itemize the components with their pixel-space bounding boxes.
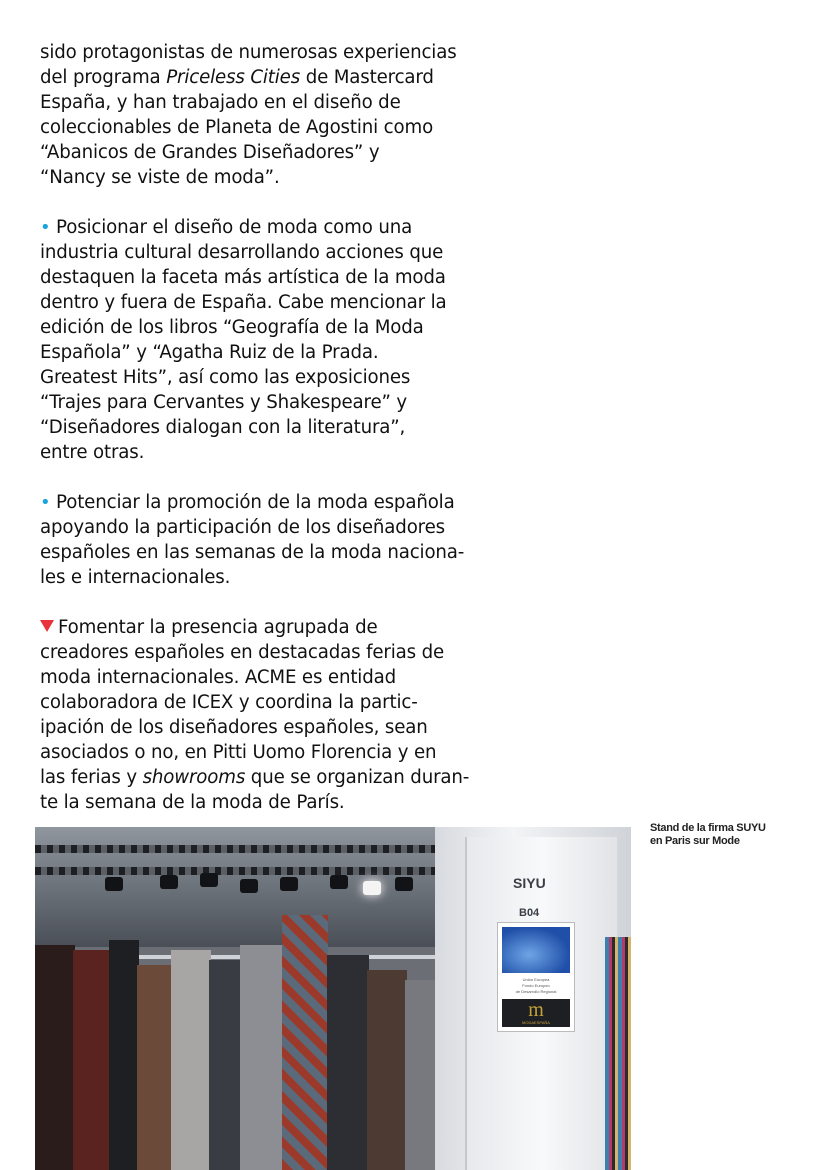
text-line [40, 240, 490, 265]
text-segment: te la semana de la moda de París. [40, 792, 345, 813]
colorful-garments [605, 937, 631, 1170]
text-segment: dentro y fuera de España. Cabe mencionar la [40, 292, 447, 313]
text-line [40, 215, 490, 240]
caption-line: Stand de la firma SUYU [650, 822, 766, 834]
italic-text: Priceless Cities [166, 67, 301, 88]
text-segment: Potenciar la promoción de la moda española [56, 492, 455, 513]
garment [137, 965, 173, 1170]
text-segment: españoles en las semanas de la moda naciona- [40, 542, 465, 563]
paragraph [40, 615, 490, 815]
spotlight-icon [200, 873, 218, 887]
eu-card-text: de Desarrollo Regional [515, 989, 557, 994]
text-segment: colaboradora de ICEX y coordina la partic- [40, 692, 418, 713]
garment [73, 950, 111, 1170]
paragraph [40, 215, 490, 465]
text-segment: entre otras. [40, 442, 145, 463]
text-line [40, 115, 490, 140]
text-segment: de Mastercard [300, 67, 434, 88]
spotlight-icon [395, 877, 413, 891]
italic-text: showrooms [142, 767, 246, 788]
text-line [40, 265, 490, 290]
text-line [40, 515, 490, 540]
text-line [40, 615, 490, 640]
text-segment: “Abanicos de Grandes Diseñadores” y [40, 142, 380, 163]
spotlight-icon [105, 877, 123, 891]
text-segment: del programa [40, 67, 167, 88]
eu-card-text: Unión Europea [522, 977, 550, 982]
text-line [40, 490, 490, 515]
garment [35, 945, 75, 1170]
caption-line: en Paris sur Mode [650, 835, 740, 847]
spotlight-icon [160, 875, 178, 889]
text-line [40, 290, 490, 315]
spotlight-icon [330, 875, 348, 889]
text-segment: “Trajes para Cervantes y Shakespeare” y [40, 392, 408, 413]
text-segment: asociados o no, en Pitti Uomo Florencia y en [40, 742, 437, 763]
text-line [40, 715, 490, 740]
text-segment: “Nancy se viste de moda”. [40, 167, 280, 188]
text-line [40, 165, 490, 190]
text-segment: coleccionables de Planeta de Agostini como [40, 117, 434, 138]
paragraph [40, 40, 490, 190]
stand-sign-code: B04 [519, 907, 540, 919]
eu-flag-icon [502, 927, 570, 973]
garment [282, 915, 328, 1170]
logo-text: MODAESPAÑA [522, 1020, 550, 1025]
bullet-triangle-icon [40, 620, 54, 632]
garment [109, 940, 139, 1170]
text-line [40, 765, 490, 790]
text-line [40, 740, 490, 765]
text-line [40, 690, 490, 715]
article-body [40, 40, 490, 840]
text-segment: que se organizan duran- [245, 767, 470, 788]
text-line [40, 40, 490, 65]
text-segment: moda internacionales. ACME es entidad [40, 667, 396, 688]
garment [171, 950, 211, 1170]
text-line [40, 565, 490, 590]
text-line [40, 340, 490, 365]
spotlight-icon [240, 879, 258, 893]
text-line [40, 90, 490, 115]
text-line [40, 365, 490, 390]
text-segment: las ferias y [40, 767, 143, 788]
photo-truss [35, 845, 445, 853]
modaespana-logo [502, 999, 570, 1027]
text-line [40, 665, 490, 690]
logo-letter: m [528, 999, 544, 1021]
bullet-dot-icon: • [40, 492, 57, 513]
text-segment: sido protagonistas de numerosas experiencias [40, 42, 457, 63]
text-segment: industria cultural desarrollando acciones que [40, 242, 444, 263]
text-line [40, 65, 490, 90]
garment [209, 960, 243, 1170]
photo-truss [35, 867, 445, 875]
garment [405, 980, 437, 1170]
text-line [40, 390, 490, 415]
eu-card-text: Fondo Europeo [522, 983, 550, 988]
text-line [40, 415, 490, 440]
text-line [40, 140, 490, 165]
bullet-dot-icon: • [40, 217, 57, 238]
paragraph [40, 490, 490, 590]
text-segment: Greatest Hits”, así como las exposiciones [40, 367, 411, 388]
text-line [40, 440, 490, 465]
text-segment: Española” y “Agatha Ruiz de la Prada. [40, 342, 379, 363]
text-segment: les e internacionales. [40, 567, 231, 588]
garment [327, 955, 369, 1170]
stand-photo [35, 827, 631, 1170]
text-segment: Fomentar la presencia agrupada de [58, 617, 378, 638]
text-segment: creadores españoles en destacadas ferias de [40, 642, 445, 663]
text-segment: ipación de los diseñadores españoles, sean [40, 717, 428, 738]
garment [367, 970, 407, 1170]
text-line [40, 790, 490, 815]
photo-caption [650, 822, 810, 848]
text-segment: Posicionar el diseño de moda como una [56, 217, 413, 238]
stand-sign-name: SIYU [513, 875, 546, 891]
text-line [40, 315, 490, 340]
spotlight-icon [280, 877, 298, 891]
text-segment: edición de los libros “Geografía de la Moda [40, 317, 424, 338]
text-segment: España, y han trabajado en el diseño de [40, 92, 401, 113]
text-segment: apoyando la participación de los diseñadores [40, 517, 445, 538]
text-segment: “Diseñadores dialogan con la literatura”, [40, 417, 406, 438]
eu-funding-card [497, 922, 575, 1032]
text-line [40, 540, 490, 565]
text-line [40, 640, 490, 665]
garment [240, 945, 284, 1170]
text-segment: destaquen la faceta más artística de la moda [40, 267, 446, 288]
spotlight-icon [363, 881, 381, 895]
